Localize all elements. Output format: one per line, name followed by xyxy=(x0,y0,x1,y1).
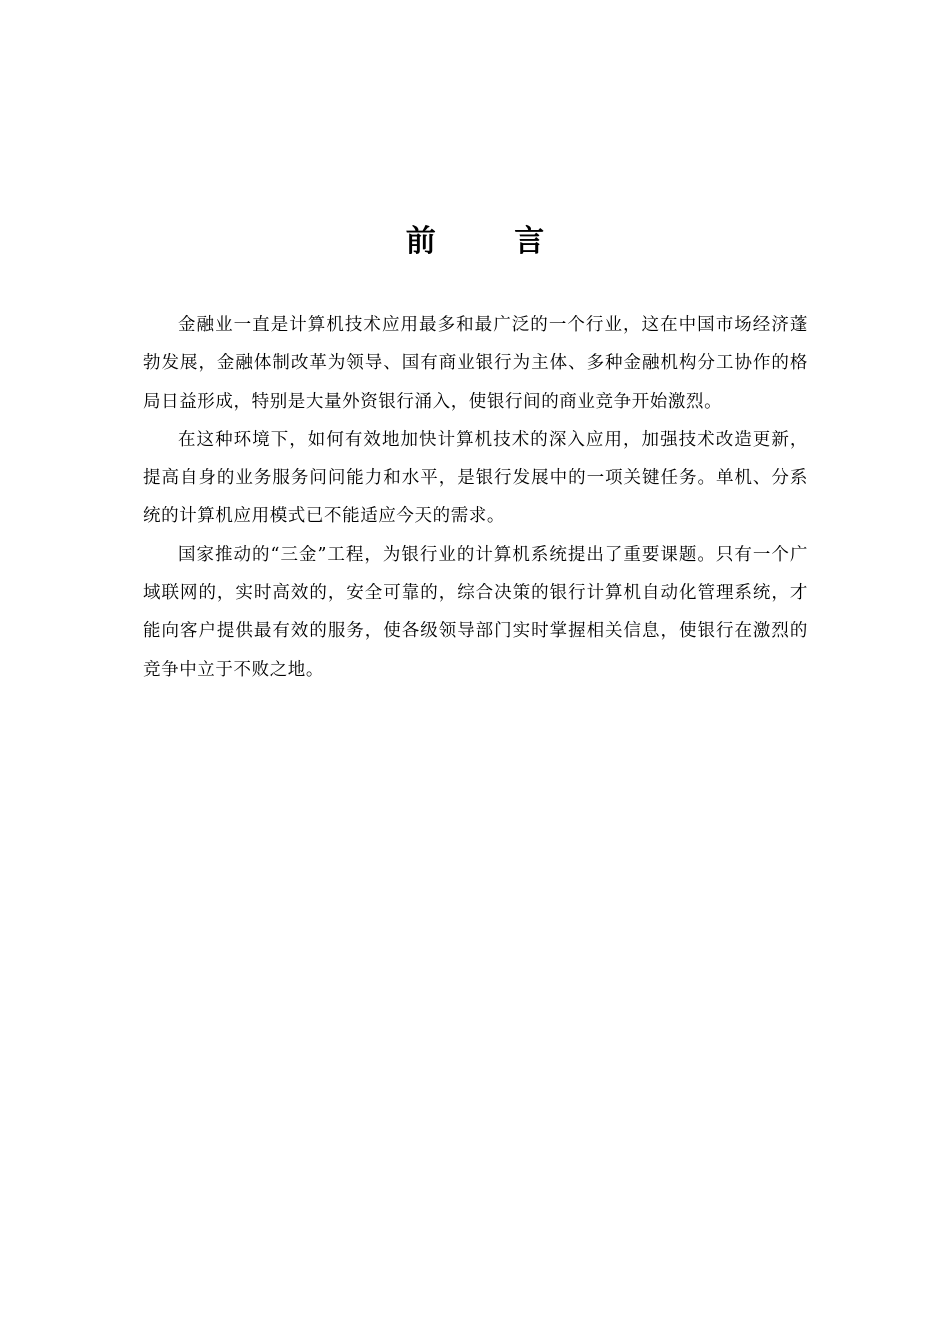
paragraph-2: 在这种环境下，如何有效地加快计算机技术的深入应用，加强技术改造更新，提高自身的业务服务问问能力和水平，是银行发展中的一项关键任务。单机、分系统的计算机应用模式已不能适应今天的需求。 xyxy=(143,429,808,527)
paragraph-3: 国家推动的“三金”工程，为银行业的计算机系统提出了重要课题。只有一个广域联网的，实时高效的，安全可靠的，综合决策的银行计算机自动化管理系统，才能向客户提供最有效的服务，使各级领导部门实时掌握相关信息，使银行在激烈的竞争中立于不败之地。 xyxy=(143,544,808,680)
paragraph-1: 金融业一直是计算机技术应用最多和最广泛的一个行业，这在中国市场经济蓬勃发展，金融体制改革为领导、国有商业银行为主体、多种金融机构分工协作的格局日益形成，特别是大量外资银行涌入，使银行间的商业竞争开始激烈。 xyxy=(143,315,808,412)
page-title: 前 言 xyxy=(405,224,579,259)
preface-body xyxy=(143,306,808,689)
